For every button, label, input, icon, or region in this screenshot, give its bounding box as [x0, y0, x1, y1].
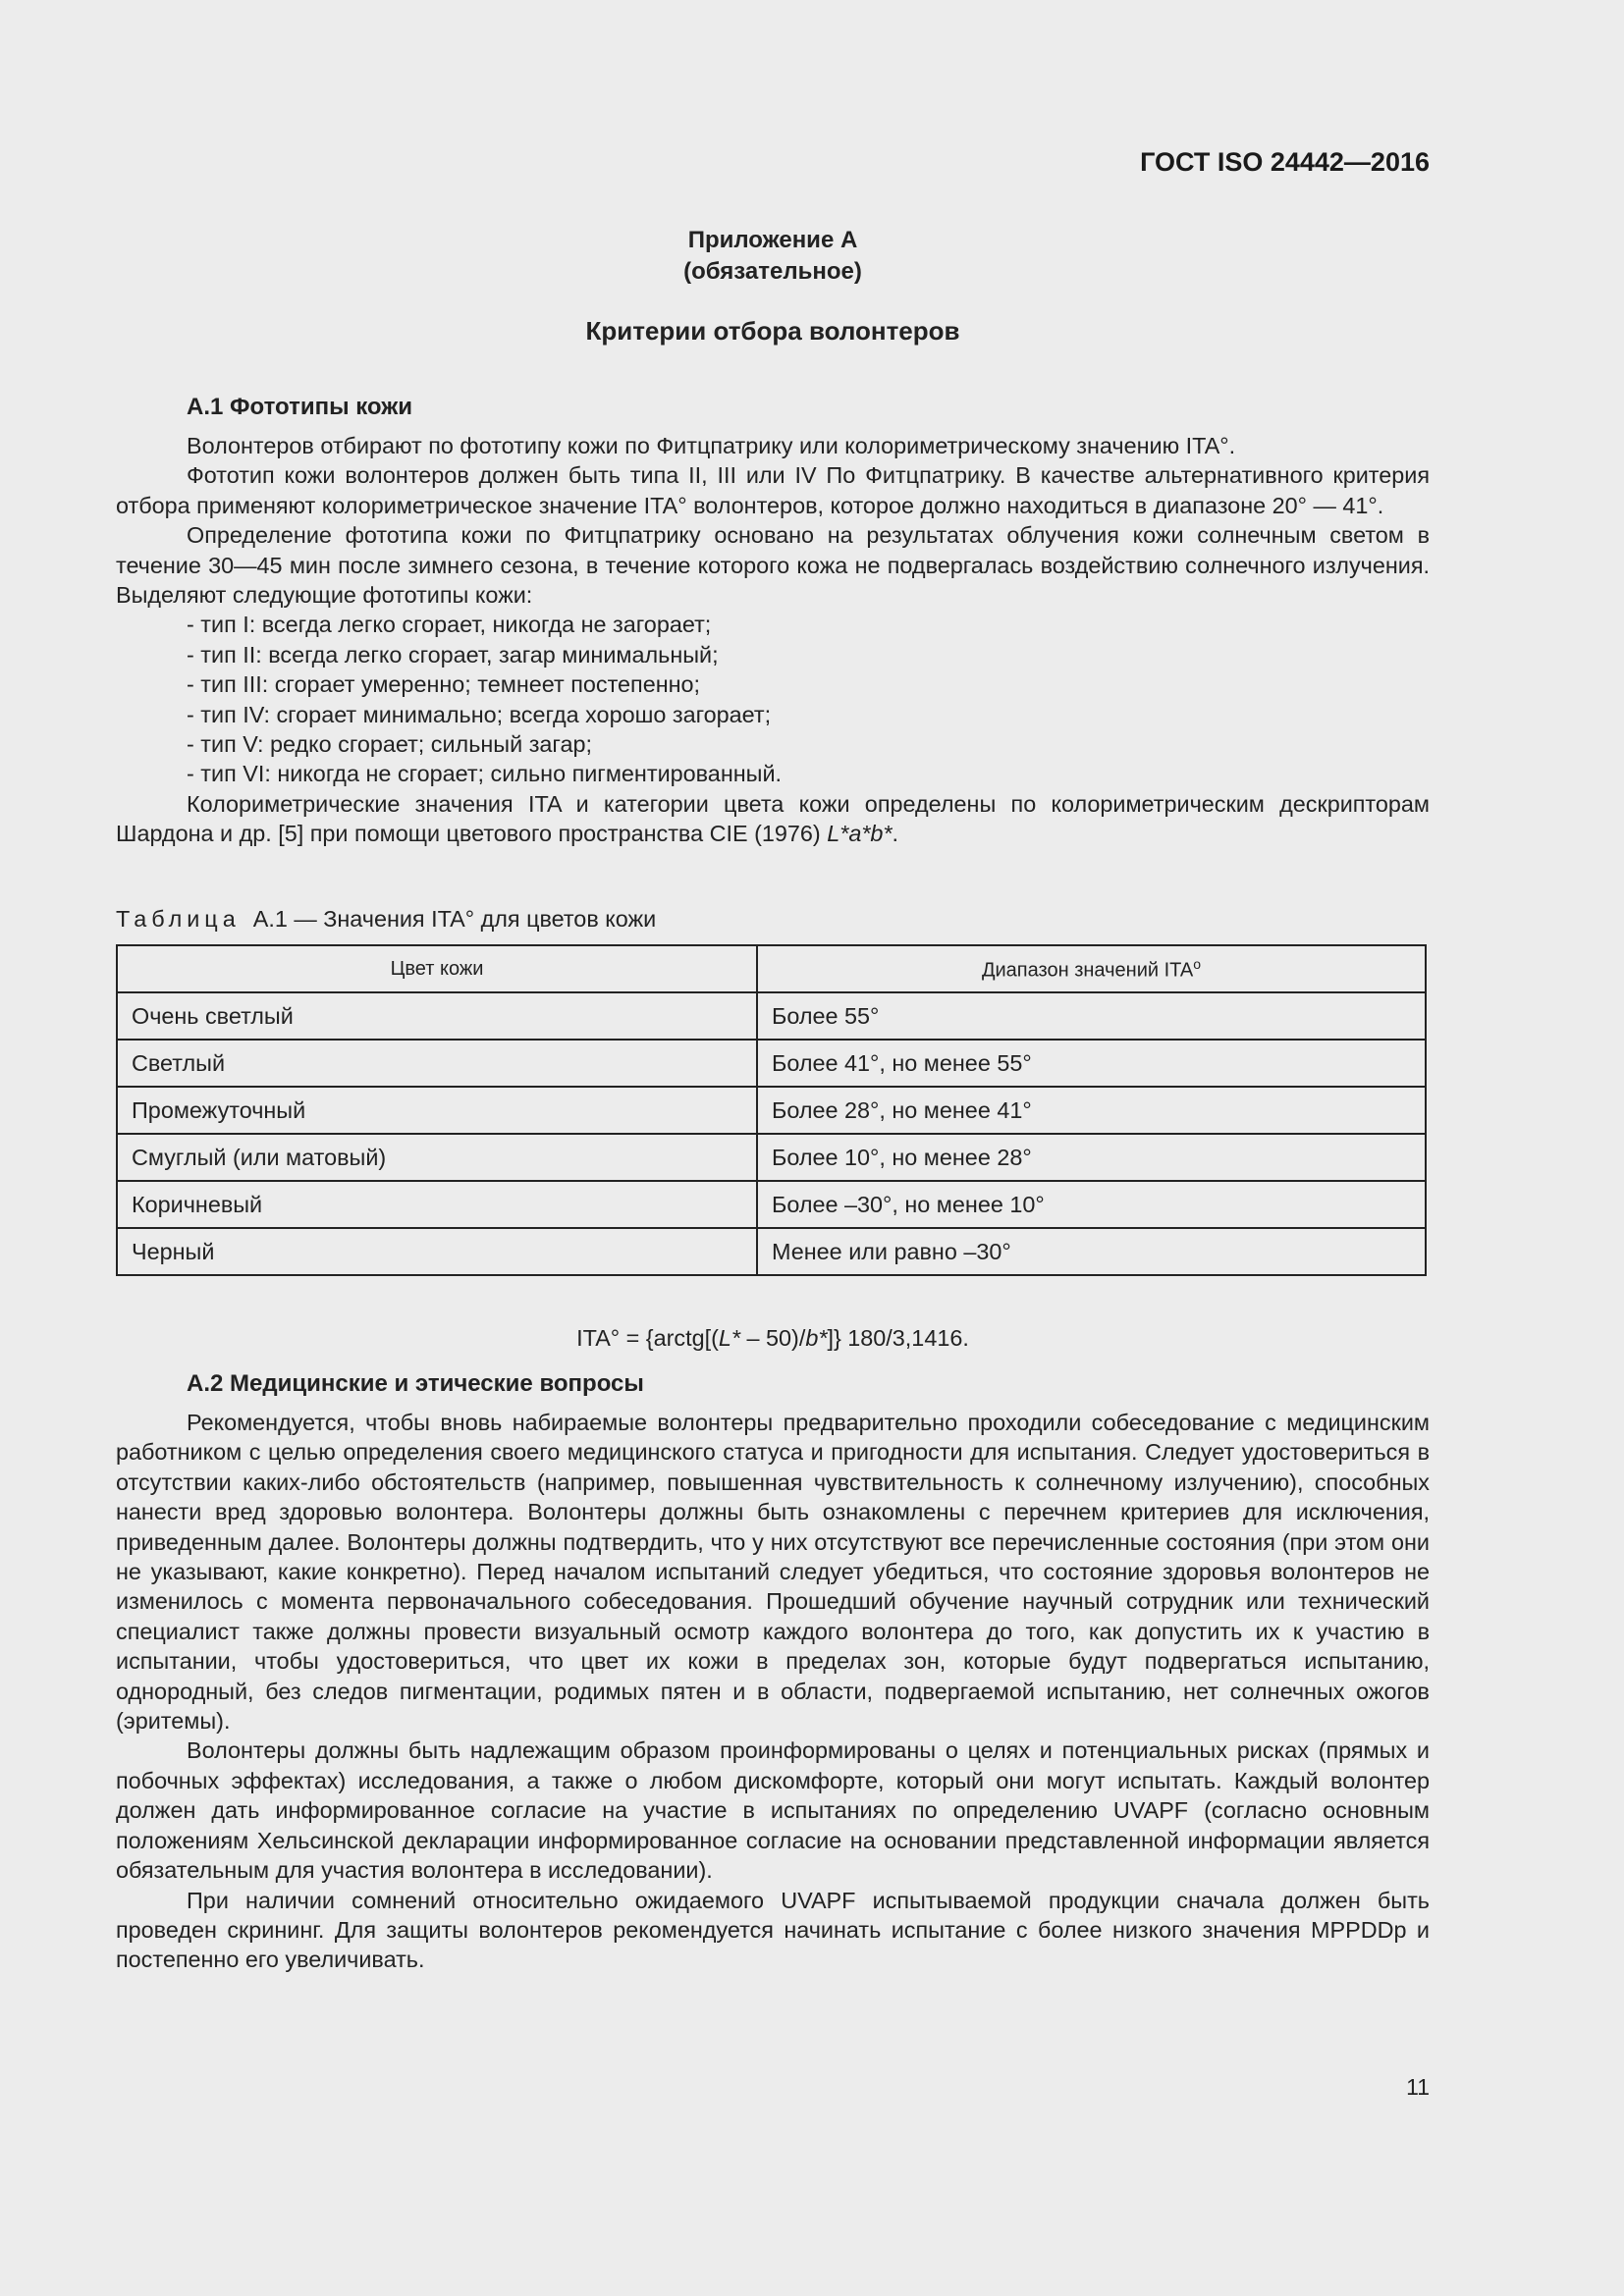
lab-notation: L*a*b* [827, 821, 893, 847]
doc-code: ГОСТ ISO 24442—2016 [1140, 147, 1430, 177]
table-caption-text: А.1 — Значения ITA° для цветов кожи [252, 906, 657, 932]
formula-part: ]} 180/3,1416. [827, 1325, 969, 1351]
appendix-status: (обязательное) [683, 258, 862, 285]
table-row [117, 1228, 1426, 1275]
cell-range: Более 41°, но менее 55° [757, 1040, 1426, 1087]
list-item: - тип V: редко сгорает; сильный загар; [187, 731, 592, 758]
paragraph-text: Колориметрические значения ITA и категории цвета кожи определены по колориметрическим дескрипторам Шардона и др. [5] при помощи цветового пространства CIE (1976) [116, 790, 1430, 847]
appendix-heading: Критерии отбора волонтеров [585, 316, 960, 346]
cell-color: Очень светлый [117, 992, 757, 1040]
cell-color: Промежуточный [117, 1087, 757, 1134]
table-header-row [117, 945, 1426, 992]
paragraph: Рекомендуется, чтобы вновь набираемые волонтеры предварительно проходили собеседование с медицинским работником с целью определения своего медицинского статуса и пригодности для испытания. Следует удостовериться в отсутствии каких-либо обстоятельств (например, повышенная чувствительность к солнечному излучению), способных нанести вред здоровью волонтера. Волонтеры должны быть ознакомлены с перечнем критериев для исключения, приведенным далее. Волонтеры должны подтвердить, что у них отсутствуют все перечисленные состояния (при этом они не указывают, какие конкретно). Перед началом испытаний следует убедиться, что состояние здоровья волонтеров не изменилось с момента первоначального собеседования. Прошедший обучение научный сотрудник или технический специалист также должны провести визуальный осмотр каждого волонтера до того, как допустить их к участию в испытании, чтобы удостовериться, что цвет их кожи в пределах зон, которые будут подвергаться испытанию, однородный, без следов пигментации, родимых пятен и в области, подвергаемой испытанию, нет солнечных ожогов (эритемы). [116, 1410, 1430, 1735]
cell-range: Более 10°, но менее 28° [757, 1134, 1426, 1181]
list-item: - тип IV: сгорает минимально; всегда хорошо загорает; [187, 701, 772, 727]
period: . [892, 821, 899, 847]
paragraph: Волонтеры должны быть надлежащим образом проинформированы о целях и потенциальных рисках (прямых и побочных эффектах) исследования, а также о любом дискомфорте, который они могут испытать. Каждый волонтер должен дать информированное согласие на участие в испытаниях по определению UVAPF (согласно основным положениям Хельсинской декларации информированное согласие на основании представленной информации является обязательным для участия волонтера в исследовании). [116, 1737, 1430, 1884]
appendix-title: Приложение А [687, 227, 858, 253]
column-header-range [757, 945, 1426, 992]
list-item: - тип III: сгорает умеренно; темнеет постепенно; [187, 671, 701, 698]
table-row [117, 1134, 1426, 1181]
cell-color: Черный [117, 1228, 757, 1275]
section-a2-heading: А.2 Медицинские и этические вопросы [187, 1370, 644, 1397]
ita-formula [116, 1325, 1430, 1352]
degree-sup: о [1193, 955, 1202, 972]
paragraph: При наличии сомнений относительно ожидаемого UVAPF испытываемой продукции сначала должен быть проведен скрининг. Для защиты волонтеров рекомендуется начинать испытание с более низкого значения MPPDDp и постепенно его увеличивать. [116, 1887, 1430, 1973]
cell-color: Смуглый (или матовый) [117, 1134, 757, 1181]
column-header-color: Цвет кожи [117, 945, 757, 992]
ita-table [116, 944, 1427, 1276]
table-row [117, 1087, 1426, 1134]
cell-color: Коричневый [117, 1181, 757, 1228]
table-row [117, 992, 1426, 1040]
formula-part: – 50)/ [740, 1325, 806, 1351]
cell-range: Более 55° [757, 992, 1426, 1040]
paragraph: Определение фототипа кожи по Фитцпатрику основано на результатах облучения кожи солнечным светом в течение 30—45 мин после зимнего сезона, в течение которого кожа не подвергалась воздействию солнечного излучения. Выделяют следующие фототипы кожи: [116, 522, 1430, 609]
list-item: - тип I: всегда легко сгорает, никогда не загорает; [187, 612, 712, 638]
table-caption-word: Таблица [116, 906, 241, 932]
section-a1-heading: А.1 Фототипы кожи [187, 394, 413, 420]
table-caption [116, 904, 656, 934]
cell-range: Менее или равно –30° [757, 1228, 1426, 1275]
formula-var: L* [718, 1325, 741, 1351]
formula-var: b* [805, 1325, 828, 1351]
formula-part: ITA° = {arctg[( [576, 1325, 719, 1351]
paragraph: Волонтеров отбирают по фототипу кожи по Фитцпатрику или колориметрическому значению ITA°. [187, 433, 1236, 458]
section-a2-text [116, 1408, 1430, 1975]
list-item: - тип VI: никогда не сгорает; сильно пигментированный. [187, 761, 783, 787]
column-header-range-text: Диапазон значений ITA [981, 959, 1194, 982]
cell-range: Более –30°, но менее 10° [757, 1181, 1426, 1228]
list-item: - тип II: всегда легко сгорает, загар минимальный; [187, 641, 719, 667]
paragraph: Фототип кожи волонтеров должен быть типа II, III или IV По Фитцпатрику. В качестве альтернативного критерия отбора применяют колориметрическое значение ITA° волонтеров, которое должно находиться в диапазоне 20° — 41°. [116, 462, 1430, 518]
table-row [117, 1181, 1426, 1228]
paragraph [116, 789, 1430, 849]
section-a1-text [116, 431, 1430, 849]
page-number: 11 [1406, 2074, 1430, 2100]
cell-color: Светлый [117, 1040, 757, 1087]
table-row [117, 1040, 1426, 1087]
cell-range: Более 28°, но менее 41° [757, 1087, 1426, 1134]
